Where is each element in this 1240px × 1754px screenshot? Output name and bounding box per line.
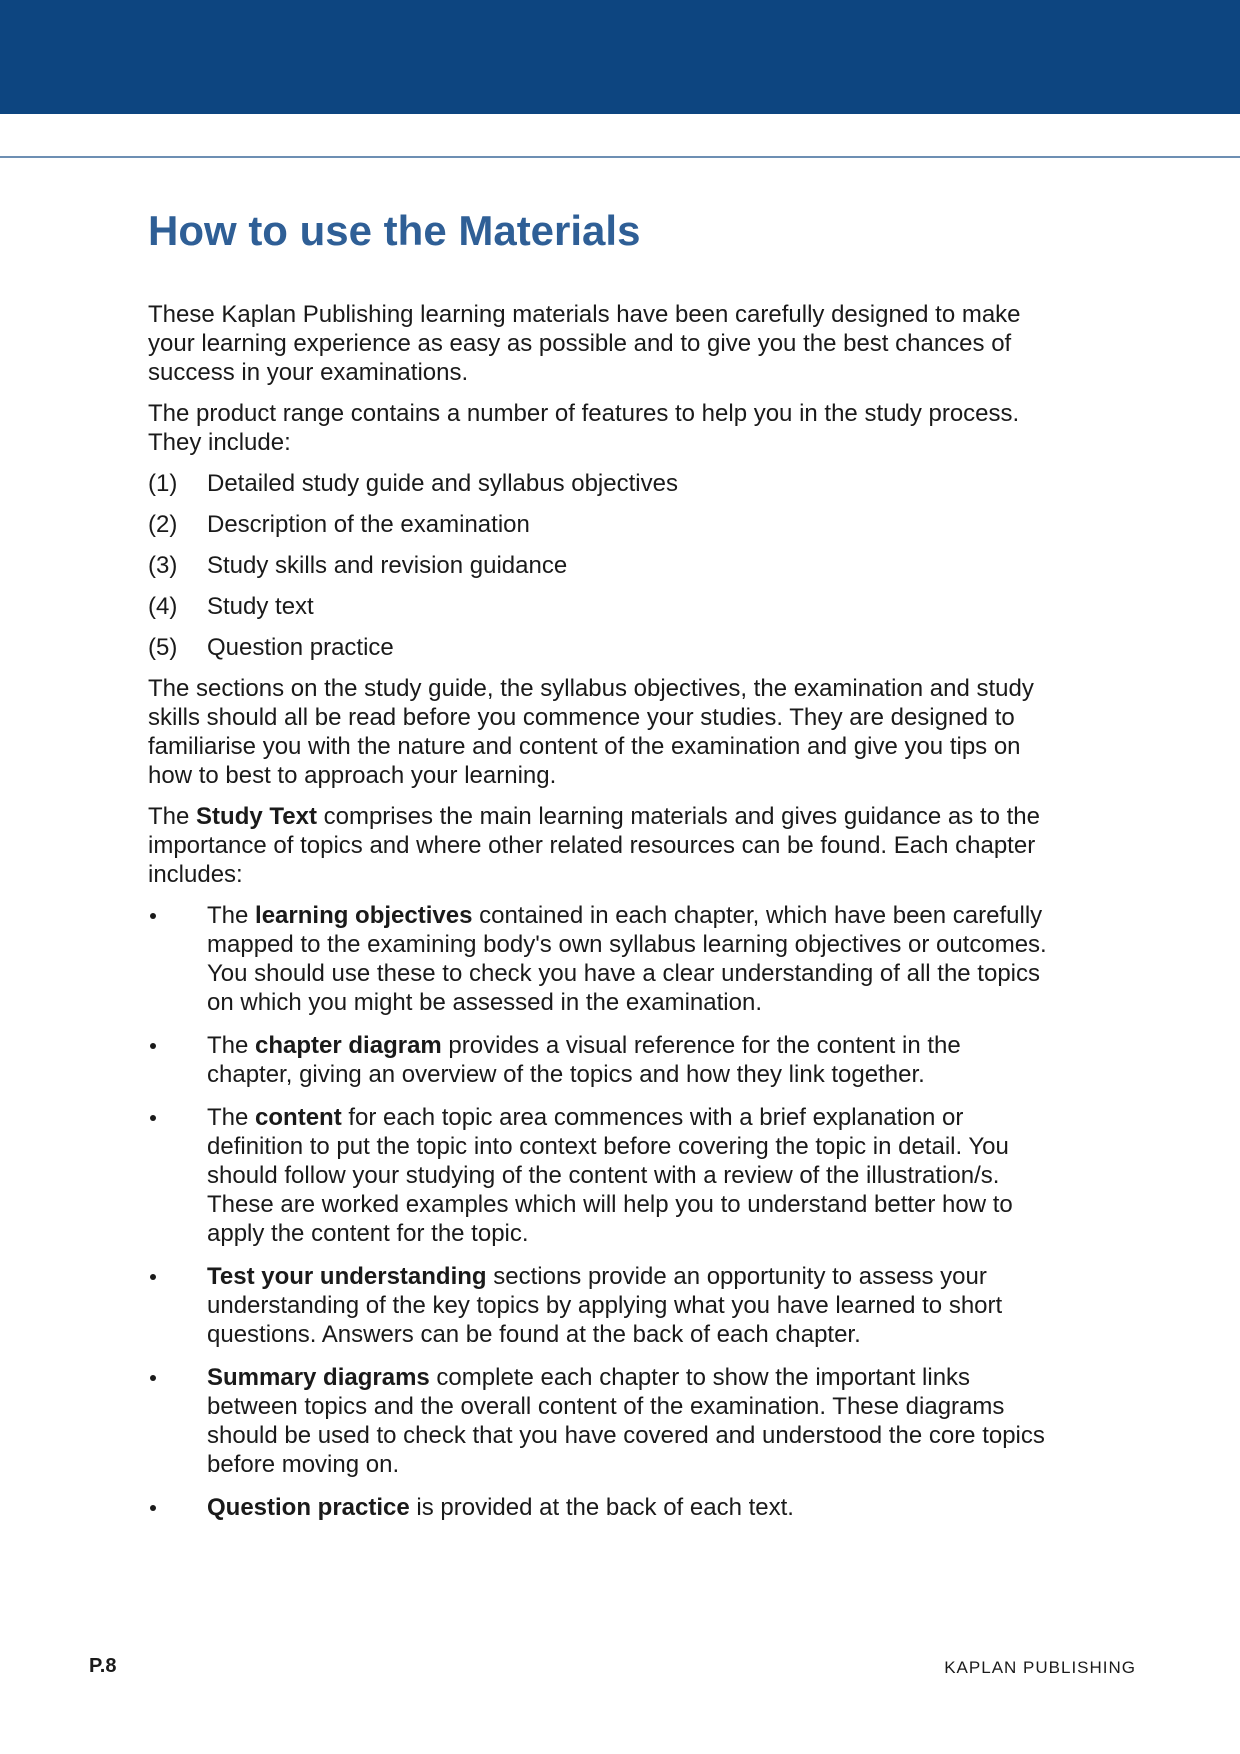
item-post: provides a visual reference for the content in the chapter, giving an overview of the topics and how they link together.	[207, 1032, 961, 1088]
study-text-bold: Study Text	[196, 803, 317, 830]
list-item-text	[207, 1363, 1048, 1479]
item-post: for each topic area commences with a brief explanation or definition to put the topic into context before covering the topic in detail. You should follow your studying of the content with a review of the illustration/s. These are worked examples which will help you to understand better how to apply the content for the topic.	[207, 1104, 1013, 1247]
item-post: contained in each chapter, which have been carefully mapped to the examining body's own syllabus learning objectives or outcomes. You should use these to check you have a clear understanding of all the topics on which you might be assessed in the examination.	[207, 902, 1047, 1016]
feature-number: (4)	[148, 593, 178, 620]
header-rule	[0, 156, 1240, 158]
feature-number: (1)	[148, 470, 178, 497]
list-item	[148, 1363, 1048, 1479]
study-text-post: comprises the main learning materials and gives guidance as to the importance of topics and where other related resources can be found. Each chapter includes:	[148, 803, 1040, 888]
page-number: P.8	[89, 1655, 117, 1677]
list-item-text	[207, 901, 1048, 1017]
list-item-text	[207, 1103, 1048, 1248]
item-post: sections provide an opportunity to assess your understanding of the key topics by applying what you have learned to short questions. Answers can be found at the back of each chapter.	[207, 1263, 1003, 1348]
item-pre: The	[207, 1104, 256, 1131]
header-band	[0, 0, 1240, 114]
bullet-icon	[148, 1363, 207, 1479]
page-title: How to use the Materials	[148, 207, 641, 254]
study-text-paragraph	[148, 802, 1048, 889]
list-item	[148, 1493, 1048, 1522]
feature-item	[148, 551, 1048, 580]
feature-list	[148, 469, 1048, 662]
list-item	[148, 1103, 1048, 1248]
publisher-name: KAPLAN PUBLISHING	[944, 1658, 1136, 1677]
feature-item	[148, 469, 1048, 498]
feature-text: Description of the examination	[207, 511, 530, 538]
item-bold: Summary diagrams	[207, 1364, 430, 1391]
feature-text: Study text	[207, 593, 314, 620]
feature-text: Question practice	[207, 634, 394, 661]
item-bold: learning objectives	[255, 902, 473, 929]
list-item	[148, 1031, 1048, 1089]
bullet-icon	[148, 1031, 207, 1089]
item-bold: content	[255, 1104, 342, 1131]
item-bold: Test your understanding	[207, 1263, 487, 1290]
feature-number: (2)	[148, 511, 178, 538]
item-post: complete each chapter to show the important links between topics and the overall content of the examination. These diagrams should be used to check that you have covered and understood the core topics before moving on.	[207, 1364, 1045, 1478]
feature-item	[148, 592, 1048, 621]
feature-item	[148, 510, 1048, 539]
bullet-icon	[148, 1262, 207, 1349]
intro-paragraph-1: These Kaplan Publishing learning materials have been carefully designed to make your learning experience as easy as possible and to give you the best chances of success in your examinations.	[148, 301, 1021, 386]
feature-text: Study skills and revision guidance	[207, 552, 568, 579]
list-item-text	[207, 1262, 1048, 1349]
item-pre: The	[207, 902, 256, 929]
chapter-items-list	[148, 901, 1048, 1522]
item-bold: chapter diagram	[255, 1032, 442, 1059]
page-content	[148, 200, 1048, 1536]
list-item	[148, 1262, 1048, 1349]
feature-text: Detailed study guide and syllabus objectives	[207, 470, 678, 497]
feature-item	[148, 633, 1048, 662]
bullet-icon	[148, 901, 207, 1017]
study-text-pre: The	[148, 803, 197, 830]
item-bold: Question practice	[207, 1494, 410, 1521]
item-post: is provided at the back of each text.	[409, 1494, 794, 1521]
bullet-icon	[148, 1103, 207, 1248]
list-item	[148, 901, 1048, 1017]
bullet-icon	[148, 1493, 207, 1522]
feature-number: (5)	[148, 634, 178, 661]
feature-number: (3)	[148, 552, 178, 579]
intro-paragraph-2: The product range contains a number of features to help you in the study process. They include:	[148, 400, 1020, 456]
list-item-text	[207, 1031, 1048, 1089]
item-pre: The	[207, 1032, 256, 1059]
list-item-text	[207, 1493, 1048, 1522]
sections-paragraph: The sections on the study guide, the syllabus objectives, the examination and study skills should all be read before you commence your studies. They are designed to familiarise you with the nature and content of the examination and give you tips on how to best to approach your learning.	[148, 675, 1034, 789]
